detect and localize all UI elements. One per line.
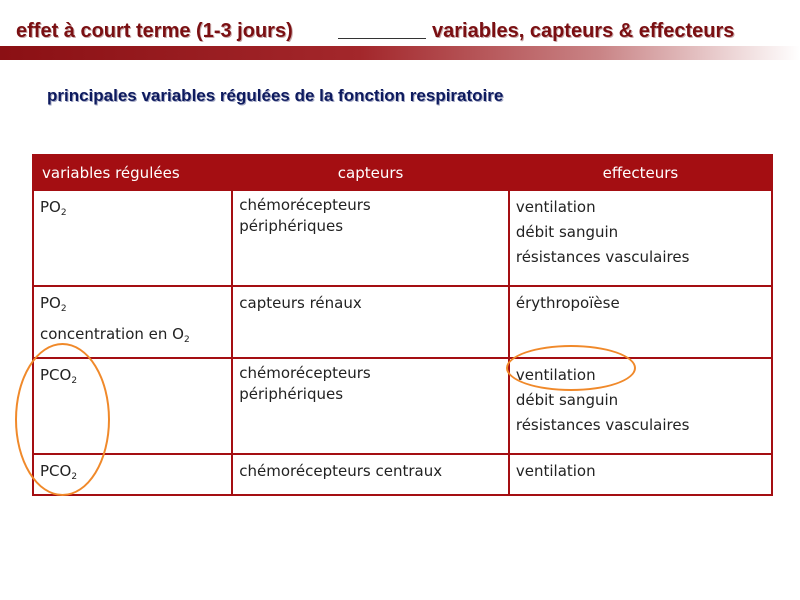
title-gradient-rule <box>0 46 800 60</box>
table-row <box>33 190 772 286</box>
title-connector-line <box>338 38 426 39</box>
regulation-table <box>32 154 773 496</box>
capteurs-cell: chémorécepteurs périphériques <box>232 358 509 454</box>
column-header-capteurs: capteurs <box>232 155 509 190</box>
capteurs-cell: capteurs rénaux <box>232 286 509 358</box>
effecteurs-cell: ventilation <box>509 454 772 495</box>
slide-title-left: effet à court terme (1-3 jours) <box>16 20 293 42</box>
column-header-variables: variables régulées <box>33 155 232 190</box>
capteurs-cell: chémorécepteurs périphériques <box>232 190 509 286</box>
slide-header <box>0 0 800 62</box>
column-header-effecteurs: effecteurs <box>509 155 772 190</box>
variable-cell: $PCO_2$ <box>33 358 232 454</box>
table-row <box>33 286 772 358</box>
effecteurs-cell: ventilation débit sanguin résistances vasculaires <box>509 358 772 454</box>
variable-cell: $PO_2$ concentration en $O_2$ <box>33 286 232 358</box>
effecteurs-cell: érythropoïèse <box>509 286 772 358</box>
table-row <box>33 454 772 495</box>
variable-cell: $PO_2$ <box>33 190 232 286</box>
effecteurs-cell: ventilation débit sanguin résistances vasculaires <box>509 190 772 286</box>
variable-cell: $PCO_2$ <box>33 454 232 495</box>
slide-subtitle: principales variables régulées de la fonction respiratoire <box>47 86 504 105</box>
table-row <box>33 358 772 454</box>
slide-title-right: variables, capteurs & effecteurs <box>432 20 735 42</box>
capteurs-cell: chémorécepteurs centraux <box>232 454 509 495</box>
table-header-row <box>33 155 772 190</box>
